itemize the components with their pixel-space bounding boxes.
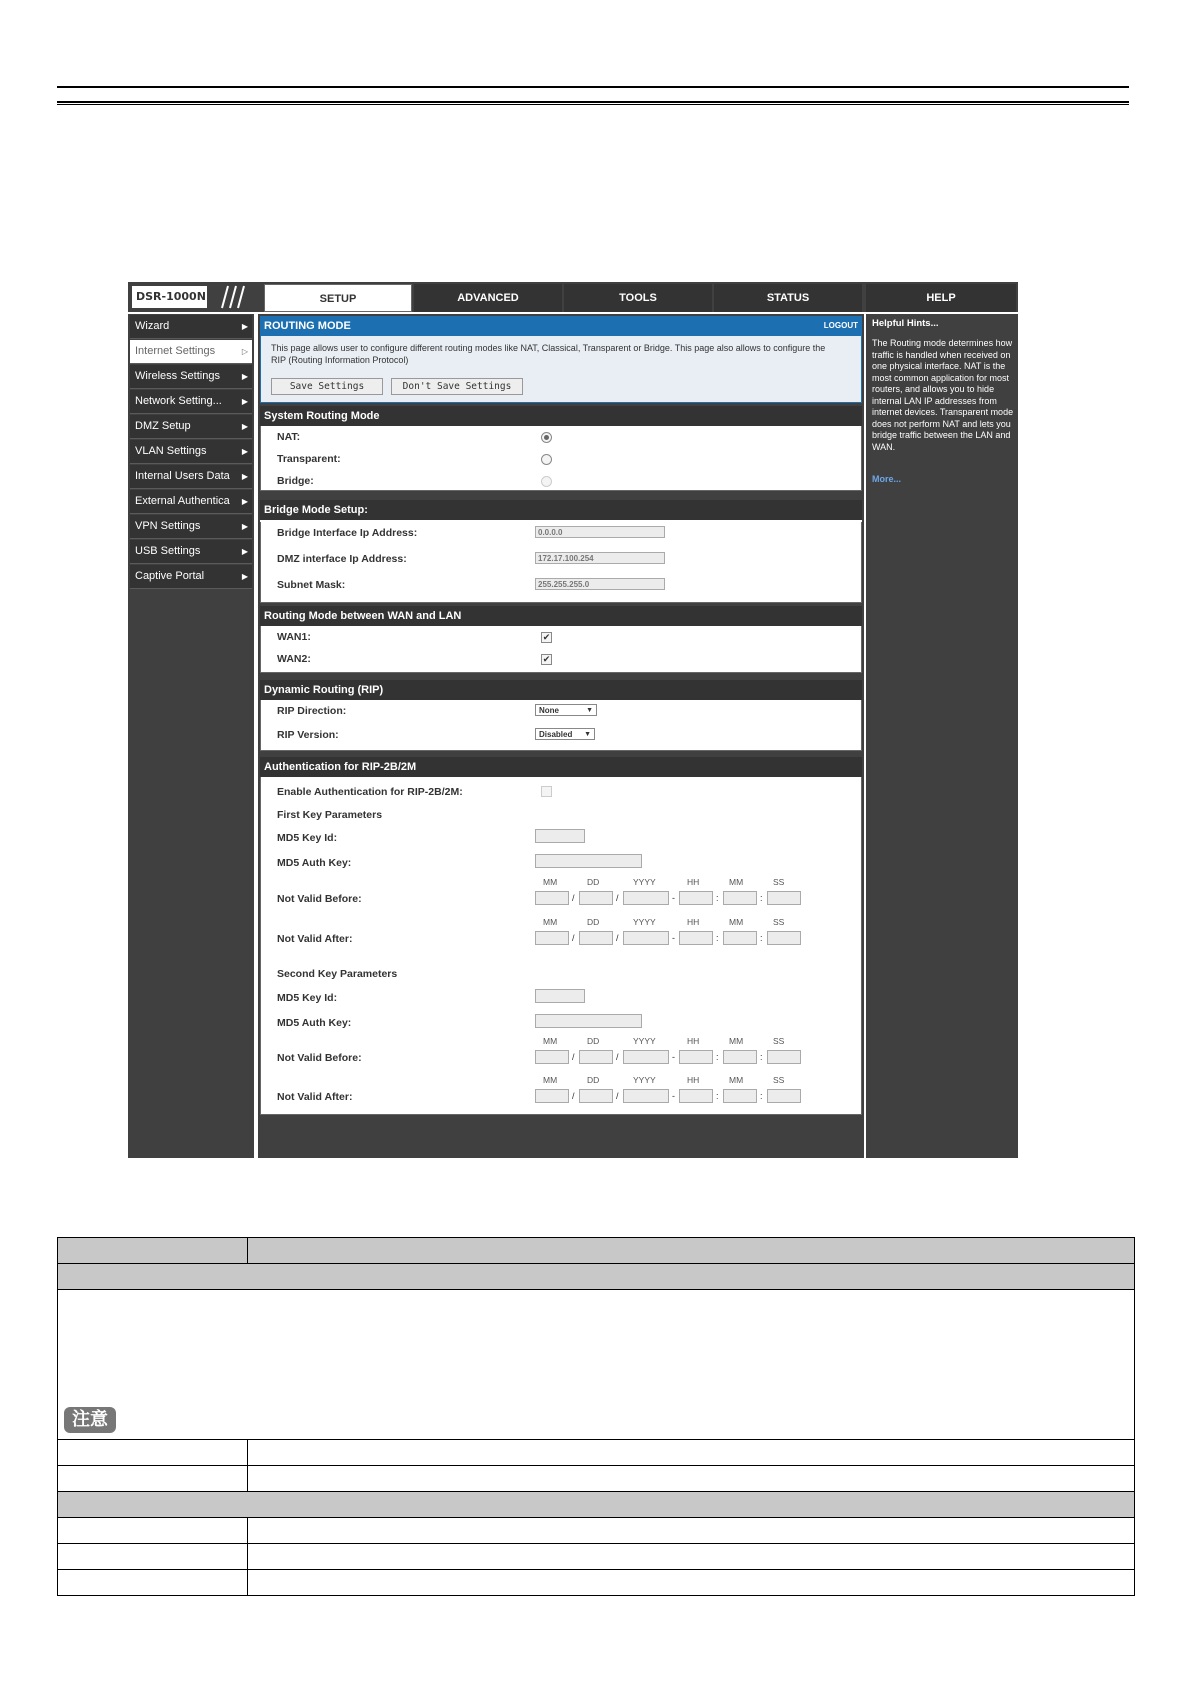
tab-status[interactable]: STATUS [714, 284, 862, 312]
second-md5-id-row [261, 987, 861, 1009]
brand-slashes-icon [208, 284, 256, 310]
sidebar-item-usb-settings[interactable] [130, 540, 252, 564]
dont-save-settings-button[interactable]: Don't Save Settings [391, 378, 523, 395]
logout-link[interactable]: LOGOUT [823, 321, 858, 330]
year-input[interactable] [623, 931, 669, 945]
second-header: SS [773, 1075, 785, 1085]
year-input[interactable] [623, 1089, 669, 1103]
sidebar-item-label: DMZ Setup [135, 420, 191, 432]
minute-input[interactable] [723, 931, 757, 945]
table-section-row [58, 1264, 1135, 1290]
second-not-valid-after-row: Not Valid After: MM DD YYYY HH MM SS / / - : : [261, 1075, 861, 1111]
router-screenshot [128, 280, 1018, 1158]
wan1-row [261, 626, 861, 648]
page-title: ROUTING MODE [264, 320, 351, 332]
routing-mode-panel [260, 316, 862, 403]
table-row [58, 1290, 1135, 1440]
rip-direction-label: RIP Direction: [277, 705, 347, 717]
year-header: YYYY [633, 877, 656, 887]
second-header: SS [773, 1036, 785, 1046]
helpful-hints-panel [866, 314, 1018, 1158]
sidebar-item-label: VLAN Settings [135, 445, 207, 457]
table-cell [58, 1570, 248, 1596]
table-header-cell [58, 1238, 248, 1264]
second-md5-key-row [261, 1012, 861, 1034]
hour-header: HH [687, 877, 700, 887]
second-key-heading-row [261, 963, 861, 985]
section-title: Bridge Mode Setup: [260, 500, 862, 520]
hour-header: HH [687, 1036, 700, 1046]
routing-mode-body [260, 336, 862, 403]
sidebar-item-vlan-settings[interactable] [130, 440, 252, 464]
triangle-right-icon: ▶ [241, 397, 248, 406]
day-input[interactable] [579, 891, 613, 905]
first-key-heading-row [261, 804, 861, 826]
hour-input[interactable] [679, 891, 713, 905]
sidebar [128, 314, 254, 1158]
hour-input[interactable] [679, 931, 713, 945]
sidebar-item-internet-settings[interactable] [130, 340, 252, 364]
rip-version-value: Disabled [539, 730, 573, 739]
table-cell [58, 1544, 248, 1570]
triangle-right-icon: ▶ [241, 422, 248, 431]
md5-key-id-label: MD5 Key Id: [277, 992, 338, 1004]
day-header: DD [587, 1075, 600, 1085]
description-table [57, 1237, 1135, 1596]
tab-tools[interactable]: TOOLS [564, 284, 712, 312]
dmz-ip-input[interactable]: 172.17.100.254 [535, 552, 665, 564]
year-header: YYYY [633, 917, 656, 927]
month-input[interactable] [535, 1050, 569, 1064]
section-title: Authentication for RIP-2B/2M [260, 757, 862, 777]
sidebar-item-label: Internet Settings [135, 345, 216, 357]
hints-title: Helpful Hints... [872, 318, 939, 329]
table-section-row [58, 1492, 1135, 1518]
day-input[interactable] [579, 1089, 613, 1103]
bridge-radio[interactable] [541, 476, 552, 487]
sidebar-item-label: Wireless Settings [135, 370, 220, 382]
rip-version-label: RIP Version: [277, 729, 339, 741]
transparent-label: Transparent: [277, 453, 341, 465]
sidebar-item-label: VPN Settings [135, 520, 201, 532]
tab-help[interactable]: HELP [866, 284, 1016, 312]
sidebar-item-network-setting[interactable] [130, 390, 252, 414]
sidebar-item-dmz-setup[interactable] [130, 415, 252, 439]
wan-lan-panel [260, 606, 862, 673]
triangle-right-icon: ▶ [241, 497, 248, 506]
minute-input[interactable] [723, 1089, 757, 1103]
subnet-row [261, 574, 861, 600]
nat-row [261, 426, 861, 448]
auth-panel [260, 757, 862, 1115]
day-input[interactable] [579, 931, 613, 945]
section-title: System Routing Mode [260, 406, 862, 426]
md5-auth-key-label: MD5 Auth Key: [277, 1017, 352, 1029]
sidebar-item-wireless-settings[interactable] [130, 365, 252, 389]
section-title: Routing Mode between WAN and LAN [260, 606, 862, 626]
sidebar-item-label: External Authentica [135, 495, 230, 507]
sidebar-item-external-auth[interactable] [130, 490, 252, 514]
minute-input[interactable] [723, 1050, 757, 1064]
caret-down-icon: ▼ [584, 731, 591, 738]
table-section-cell [58, 1492, 1135, 1518]
hour-input[interactable] [679, 1089, 713, 1103]
triangle-right-icon: ▶ [241, 547, 248, 556]
triangle-right-icon: ▶ [241, 322, 248, 331]
day-header: DD [587, 917, 600, 927]
rip-version-select[interactable] [535, 728, 595, 740]
page-description: This page allows user to configure different routing modes like NAT, Classical, Transparent or Bridge. This page also allows to configure the RIP (Routing Information Protocol) [271, 343, 826, 365]
table-row [58, 1440, 1135, 1466]
table-cell [247, 1570, 1134, 1596]
bridge-ip-row [261, 522, 861, 548]
sidebar-item-internal-users[interactable] [130, 465, 252, 489]
minute-input[interactable] [723, 891, 757, 905]
top-navigation [264, 284, 1018, 314]
table-row [58, 1570, 1135, 1596]
table-cell [247, 1440, 1134, 1466]
triangle-right-icon: ▶ [241, 572, 248, 581]
first-md5-key-row [261, 852, 861, 874]
section-title: Dynamic Routing (RIP) [260, 680, 862, 700]
month-header: MM [543, 917, 558, 927]
sidebar-item-vpn-settings[interactable] [130, 515, 252, 539]
minute-header: MM [729, 877, 744, 887]
year-header: YYYY [633, 1075, 656, 1085]
not-valid-after-label: Not Valid After: [277, 1091, 353, 1103]
second-header: SS [773, 917, 785, 927]
month-input[interactable] [535, 931, 569, 945]
second-md5-key-id-input[interactable] [535, 989, 585, 1003]
more-link[interactable]: More... [872, 474, 902, 484]
enable-auth-label: Enable Authentication for RIP-2B/2M: [277, 786, 463, 798]
sidebar-item-wizard[interactable] [130, 315, 252, 339]
bridge-label: Bridge: [277, 475, 314, 487]
triangle-right-icon: ▶ [241, 522, 248, 531]
triangle-right-outline-icon: ▷ [241, 347, 248, 356]
tab-setup[interactable]: SETUP [264, 284, 412, 312]
wan2-label: WAN2: [277, 653, 311, 665]
minute-header: MM [729, 1075, 744, 1085]
system-routing-mode-panel [260, 406, 862, 491]
md5-auth-key-label: MD5 Auth Key: [277, 857, 352, 869]
first-md5-id-row [261, 827, 861, 849]
caret-down-icon: ▼ [586, 707, 593, 714]
first-not-valid-after-row: Not Valid After: MM DD YYYY HH MM SS / / - : : [261, 917, 861, 953]
sidebar-item-label: Internal Users Data [135, 470, 230, 482]
transparent-radio[interactable] [541, 454, 552, 465]
rip-direction-select[interactable] [535, 704, 597, 716]
save-settings-button[interactable]: Save Settings [271, 378, 383, 395]
table-section-cell [58, 1264, 1135, 1290]
sidebar-item-captive-portal[interactable] [130, 565, 252, 589]
rip-direction-row [261, 700, 861, 724]
md5-key-id-label: MD5 Key Id: [277, 832, 338, 844]
wan2-checkbox[interactable]: ✔ [542, 654, 551, 664]
second-input[interactable] [767, 1089, 801, 1103]
triangle-right-icon: ▶ [241, 447, 248, 456]
nat-radio[interactable] [541, 432, 552, 443]
minute-header: MM [729, 917, 744, 927]
second-input[interactable] [767, 1050, 801, 1064]
table-row [58, 1518, 1135, 1544]
enable-auth-checkbox[interactable] [541, 786, 552, 797]
dmz-ip-row [261, 548, 861, 574]
hour-input[interactable] [679, 1050, 713, 1064]
header-rule [57, 86, 1129, 88]
table-cell [247, 1466, 1134, 1492]
not-valid-after-label: Not Valid After: [277, 933, 353, 945]
minute-header: MM [729, 1036, 744, 1046]
table-row [58, 1544, 1135, 1570]
enable-auth-row [261, 781, 861, 803]
table-cell [247, 1544, 1134, 1570]
table-cell [58, 1466, 248, 1492]
first-md5-auth-key-input[interactable] [535, 854, 642, 868]
subnet-label: Subnet Mask: [277, 579, 346, 591]
table-cell [58, 1518, 248, 1544]
sidebar-item-label: Wizard [135, 320, 170, 332]
bridge-ip-input[interactable]: 0.0.0.0 [535, 526, 665, 538]
bridge-mode-panel [260, 500, 862, 603]
rip-panel [260, 680, 862, 751]
second-input[interactable] [767, 931, 801, 945]
first-key-heading: First Key Parameters [277, 809, 383, 821]
table-row [58, 1466, 1135, 1492]
bridge-row [261, 470, 861, 492]
note-badge: 注意 [64, 1407, 116, 1433]
first-not-valid-before-row: Not Valid Before: MM DD YYYY HH MM SS / / - : : [261, 877, 861, 913]
routing-mode-header [260, 316, 862, 336]
rip-direction-value: None [539, 706, 559, 715]
hour-header: HH [687, 1075, 700, 1085]
table-cell [58, 1290, 1135, 1440]
table-header-cell [247, 1238, 1134, 1264]
second-input[interactable] [767, 891, 801, 905]
transparent-row [261, 448, 861, 470]
not-valid-before-label: Not Valid Before: [277, 893, 362, 905]
month-input[interactable] [535, 1089, 569, 1103]
header-double-rule [57, 101, 1129, 105]
year-input[interactable] [623, 1050, 669, 1064]
rip-version-row [261, 724, 861, 748]
tab-advanced[interactable]: ADVANCED [414, 284, 562, 312]
day-input[interactable] [579, 1050, 613, 1064]
dmz-ip-label: DMZ interface Ip Address: [277, 553, 407, 565]
subnet-input[interactable]: 255.255.255.0 [535, 578, 665, 590]
first-md5-key-id-input[interactable] [535, 829, 585, 843]
hour-header: HH [687, 917, 700, 927]
top-bar [128, 282, 1018, 312]
not-valid-before-label: Not Valid Before: [277, 1052, 362, 1064]
second-md5-auth-key-input[interactable] [535, 1014, 642, 1028]
table-header-row [58, 1238, 1135, 1264]
main-content [258, 314, 864, 1158]
month-header: MM [543, 1075, 558, 1085]
triangle-right-icon: ▶ [241, 472, 248, 481]
table-cell [247, 1518, 1134, 1544]
year-header: YYYY [633, 1036, 656, 1046]
second-key-heading: Second Key Parameters [277, 968, 398, 980]
wan1-label: WAN1: [277, 631, 311, 643]
second-not-valid-before-row: Not Valid Before: MM DD YYYY HH MM SS / / - : : [261, 1036, 861, 1072]
triangle-right-icon: ▶ [241, 372, 248, 381]
wan2-row [261, 648, 861, 670]
month-input[interactable] [535, 891, 569, 905]
month-header: MM [543, 1036, 558, 1046]
second-header: SS [773, 877, 785, 887]
day-header: DD [587, 877, 600, 887]
year-input[interactable] [623, 891, 669, 905]
month-header: MM [543, 877, 558, 887]
day-header: DD [587, 1036, 600, 1046]
sidebar-item-label: USB Settings [135, 545, 201, 557]
brand-logo: DSR-1000N [132, 286, 207, 308]
sidebar-item-label: Network Setting... [135, 395, 222, 407]
wan1-checkbox[interactable]: ✔ [542, 632, 551, 642]
hints-text: The Routing mode determines how traffic is handled when received on one physical interface. NAT is the most common application for most routers, and allows you to hide internal LAN IP addresses from internet devices. Transparent mode does not perform NAT and lets you bridge traffic between the LAN and WAN. [872, 338, 1014, 452]
sidebar-item-label: Captive Portal [135, 570, 205, 582]
nat-label: NAT: [277, 431, 301, 443]
bridge-ip-label: Bridge Interface Ip Address: [277, 527, 418, 539]
table-cell [58, 1440, 248, 1466]
